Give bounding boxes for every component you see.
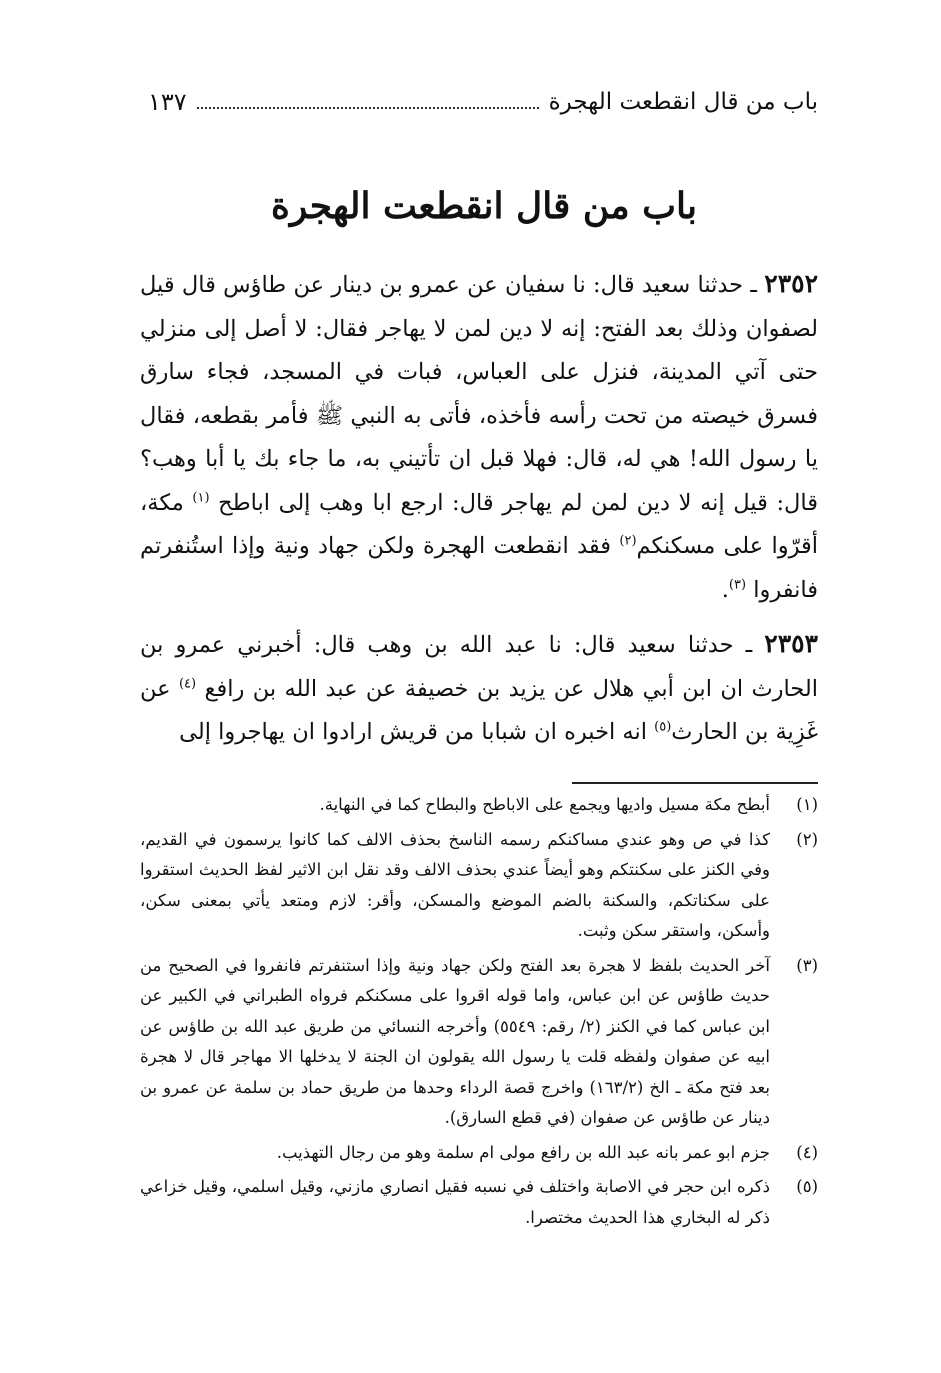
footnote-text: كذا في ص وهو عندي مساكنكم رسمه الناسخ بحذف الالف كما كانوا يرسمون في القديم، وفي الكنز على سكنتكم وهو أيضاً عندي بحذف الالف وقد نقل ابن الاثير لفظ الحديث استقروا على سكناتكم، والسكنة بالضم الموضع والمسكن، وأقر: لازم ومتعد يأتي بمعنى سكن، وأسكن، واستقر سكن وثبت. (140, 829, 770, 940)
hadith-dash: ـ (745, 632, 753, 658)
hadith-text: حدثنا سعيد قال: نا عبد الله بن وهب قال: أخبرني عمرو بن الحارث ان ابن أبي هلال عن يزيد بن خصيفة عن عبد الله بن رافع (140, 632, 819, 702)
hadith-number: ٢٣٥٣ (764, 629, 818, 658)
hadith-dash: ـ (750, 272, 757, 298)
footnote-text: جزم ابو عمر بانه عبد الله بن رافع مولى ام سلمة وهو من رجال التهذيب. (276, 1142, 770, 1162)
footnote-text: آخر الحديث بلفظ لا هجرة بعد الفتح ولكن جهاد ونية وإذا استنفرتم فانفروا في الصحيح من حديث طاؤس عن ابن عباس، واما قوله اقروا على مسكنكم فرواه الطبراني في الكبير عن ابن عباس كما في الكنز (٢/ رقم: ٥٥٤٩) وأخرجه النسائي من طريق عبد الله بن طاؤس عن ابيه عن صفوان ولفظه قلت يا رسول الله يقولون ان الجنة لا يدخلها الا مهاجر قال لا هجرة بعد فتح مكة ـ الخ (١٦٣/٢) واخرج قصة الرداء وحدها من طريق حماد بن سلمة عن عمرو بن دينار عن طاؤس عن صفوان (في قطع السارق). (140, 955, 770, 1127)
footnote-text: ذكره ابن حجر في الاصابة واختلف في نسبه فقيل انصاري مازني، وقيل اسلمي، وقيل خزاعي ذكر له البخاري هذا الحديث مختصرا. (140, 1177, 770, 1227)
footnote-item (140, 790, 818, 821)
hadith-2353 (140, 622, 818, 755)
footnote-number: (٤) (796, 1142, 818, 1162)
hadith-text: انه اخبره ان شبابا من قريش ارادوا ان يهاجروا إلى (179, 719, 647, 745)
footnote-number: (٥) (796, 1177, 818, 1196)
footnote-text: أبطح مكة مسيل واديها ويجمع على الاباطح والبطاح كما في النهاية. (319, 795, 770, 814)
hadith-text: فقد انقطعت الهجرة ولكن جهاد ونية وإذا استُنفرتم فانفروا (140, 533, 818, 603)
footnote-item (140, 1172, 818, 1233)
footnote-item (140, 951, 818, 1134)
footnote-ref: (٥) (654, 719, 672, 735)
footnote-ref: (٢) (619, 533, 637, 549)
hadith-text: . (721, 576, 729, 603)
footnote-separator (572, 782, 818, 784)
footnote-ref: (٤) (178, 676, 197, 691)
hadith-number: ٢٣٥٢ (764, 269, 818, 298)
footnote-ref: (١) (192, 490, 210, 505)
footnote-number: (٢) (796, 829, 818, 849)
chapter-title: باب من قال انقطعت الهجرة (270, 185, 698, 227)
dotted-leader (197, 107, 539, 109)
running-header (148, 82, 818, 122)
hadith-2352 (140, 262, 818, 612)
footnotes (140, 790, 818, 1237)
page-number: ١٣٧ (148, 88, 187, 116)
hadith-text: مكة، أقرّوا على مسكنكم (140, 489, 819, 559)
footnote-ref: (٣) (728, 577, 747, 592)
footnote-number: (١) (796, 795, 818, 814)
footnote-number: (٣) (796, 955, 818, 975)
footnote-item (140, 1138, 818, 1169)
hadith-text: حدثنا سعيد قال: نا سفيان عن عمرو بن دينار عن طاؤس قال قيل لصفوان وذلك بعد الفتح: إنه لا دين لمن لا يهاجر فقال: لا أصل إلى منزلي حتى آتي المدينة، فنزل على العباس، فبات في المسجد، فجاء سارق فسرق خيصته من تحت رأسه فأخذه، فأتى به النبي ﷺ فأمر بقطعه، فقال يا رسول الله! هي له، قال: فهلا قبل ان تأتيني به، ما جاء بك يا أبا وهب؟ قال: قيل إنه لا دين لمن لم يهاجر قال: ارجع ابا وهب إلى اباطح (140, 272, 818, 516)
footnote-item (140, 825, 818, 947)
hadith-text: عن غَزِية بن الحارث (140, 675, 818, 745)
running-header-title: باب من قال انقطعت الهجرة (548, 89, 818, 115)
